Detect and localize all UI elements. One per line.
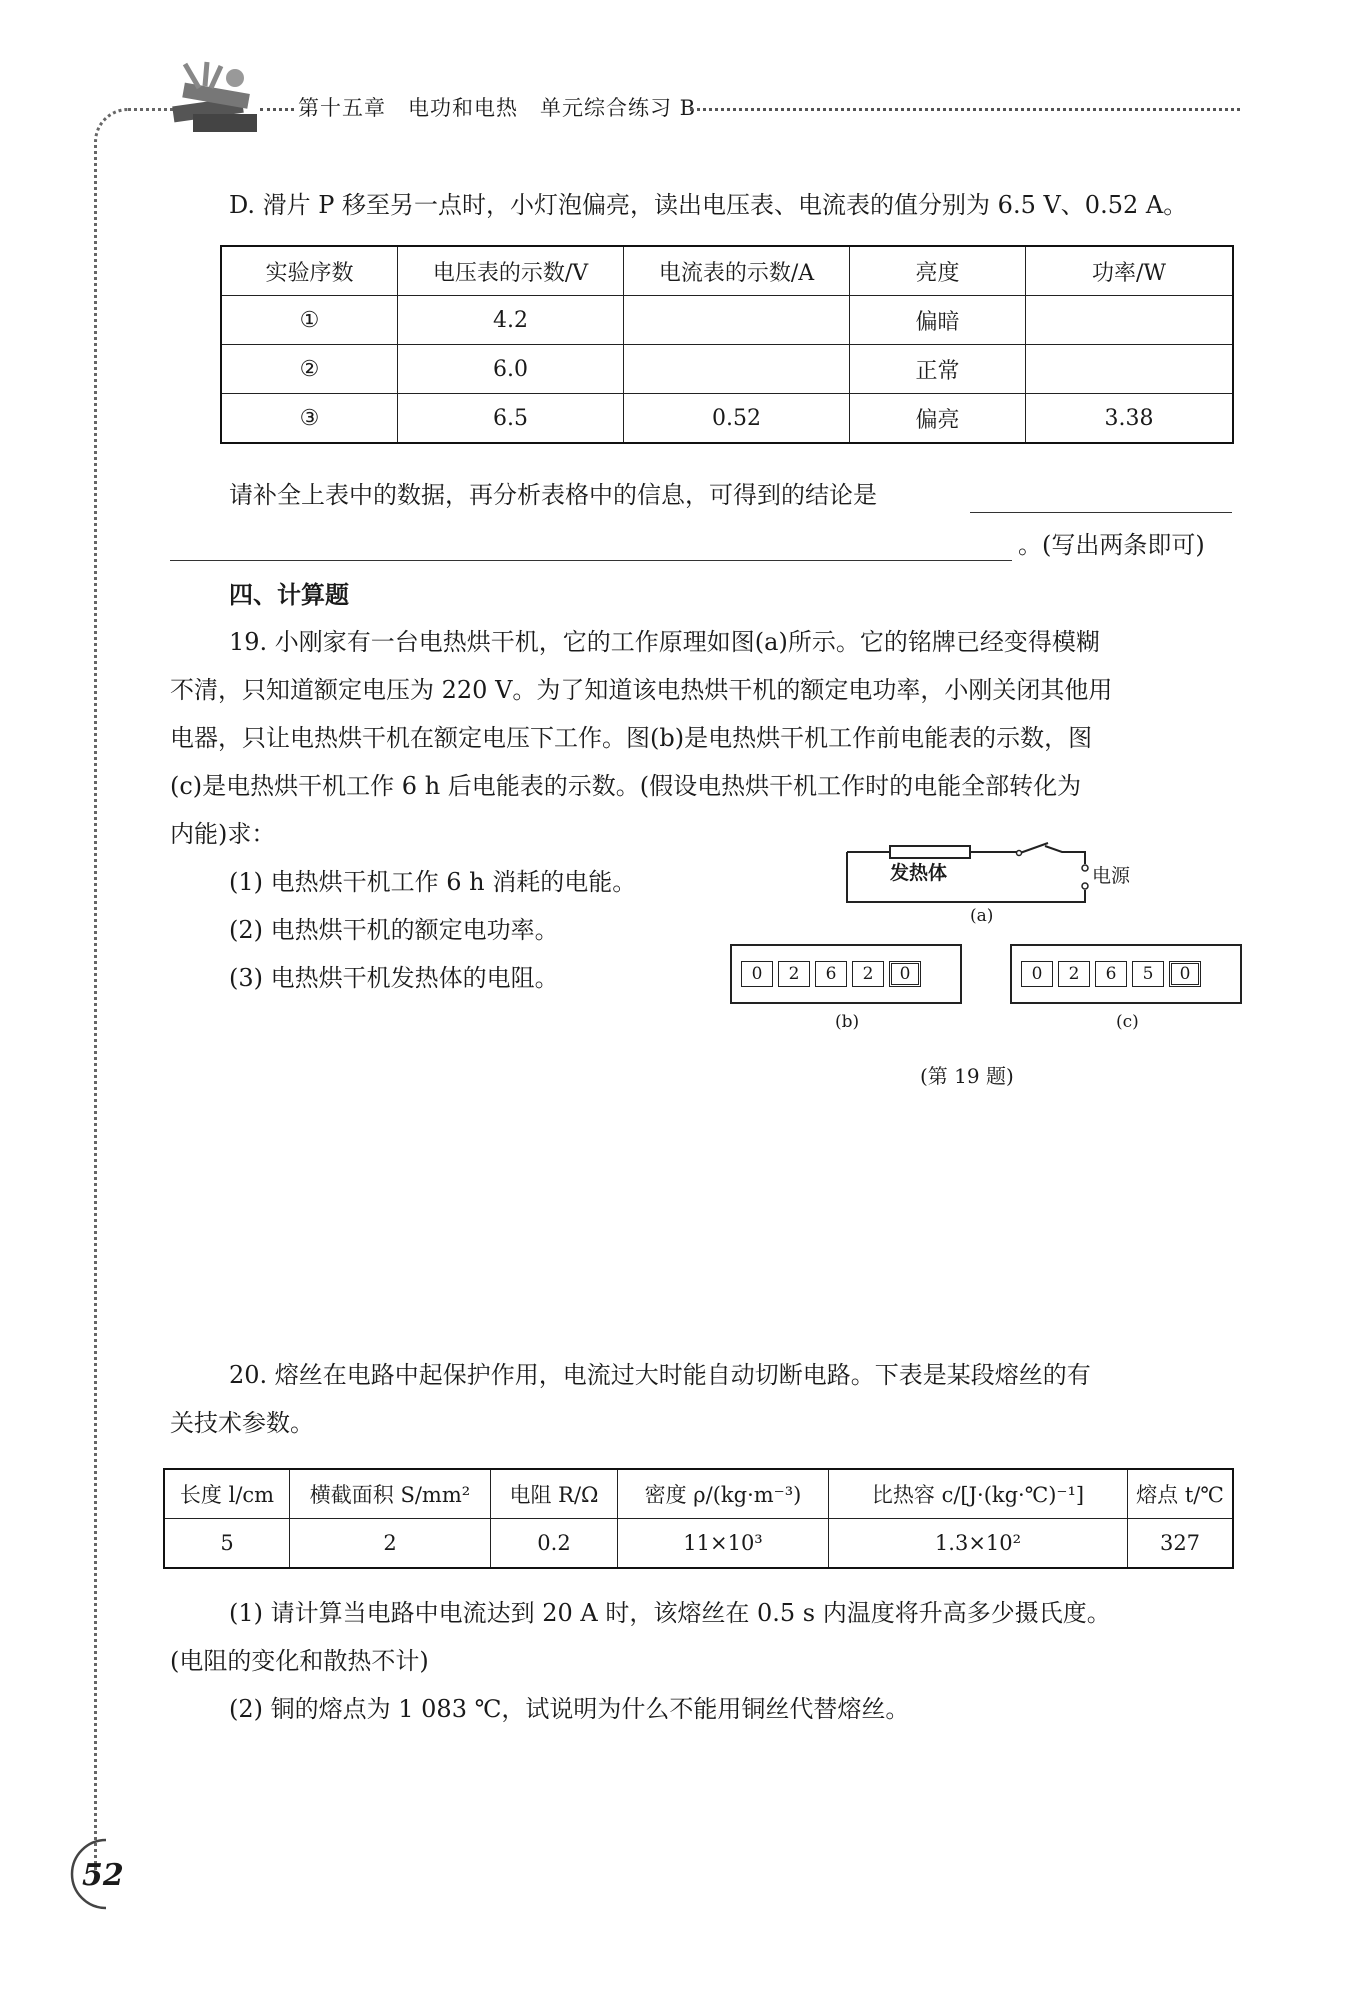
table-row [164, 1519, 1233, 1569]
table-cell: ① [221, 296, 398, 345]
header-dots-left [260, 108, 294, 111]
meter-digit: 2 [852, 961, 884, 987]
table-cell: 4.2 [398, 296, 624, 345]
q20-sub-question: (2) 铜的熔点为 1 083 ℃，试说明为什么不能用铜丝代替熔丝。 [229, 1695, 910, 1723]
table-cell: 1.3×10² [829, 1519, 1128, 1569]
heater-resistor-icon [890, 846, 970, 858]
table-row [221, 394, 1233, 444]
table-header-cell: 横截面积 S/mm² [290, 1469, 491, 1519]
meter-digit: 0 [741, 961, 773, 987]
terminal-icon [1082, 883, 1088, 889]
table-header-cell: 电流表的示数/A [624, 246, 850, 296]
table-header-cell: 亮度 [850, 246, 1026, 296]
table-cell: 0.2 [491, 1519, 618, 1569]
table-cell: 偏暗 [850, 296, 1026, 345]
section-heading: 四、计算题 [229, 580, 349, 609]
meter-digit: 2 [778, 961, 810, 987]
table-header-cell: 功率/W [1026, 246, 1234, 296]
fill-prompt-line1: 请补全上表中的数据，再分析表格中的信息，可得到的结论是 [229, 481, 877, 509]
q19-sub-question: (2) 电热烘干机的额定电功率。 [229, 916, 559, 944]
table-header-cell: 熔点 t/℃ [1128, 1469, 1234, 1519]
q19-line: 不清，只知道额定电压为 220 V。为了知道该电热烘干机的额定电功率，小刚关闭其他用 [170, 676, 1113, 704]
meter-b [730, 944, 962, 1004]
experiment-table [220, 245, 1234, 444]
table-header-cell: 密度 ρ/(kg·m⁻³) [618, 1469, 829, 1519]
q19-line: 电器，只让电热烘干机在额定电压下工作。图(b)是电热烘干机工作前电能表的示数，图 [170, 724, 1093, 752]
table-cell: 6.5 [398, 394, 624, 444]
table-header-row [221, 246, 1233, 296]
fill-prompt-suffix: 。(写出两条即可) [1018, 531, 1205, 559]
table-header-cell: 实验序数 [221, 246, 398, 296]
q20-line: 关技术参数。 [170, 1409, 314, 1437]
table-row [221, 345, 1233, 394]
table-cell: ③ [221, 394, 398, 444]
heater-label: 发热体 [890, 862, 948, 884]
table-cell [1026, 296, 1234, 345]
figure-c-caption: (c) [1116, 1012, 1139, 1032]
table-header-cell: 电阻 R/Ω [491, 1469, 618, 1519]
answer-blank-2[interactable] [170, 560, 1012, 561]
answer-blank-1[interactable] [970, 512, 1232, 513]
fuse-parameter-table [163, 1468, 1234, 1569]
power-source-label: 电源 [1092, 865, 1131, 887]
option-d-text: D. 滑片 P 移至另一点时，小灯泡偏亮，读出电压表、电流表的值分别为 6.5 V、0.52 A。 [229, 191, 1188, 219]
table-cell: 正常 [850, 345, 1026, 394]
header-dots-right [690, 108, 1240, 111]
q19-line: 内能)求： [170, 820, 276, 848]
q19-line: 19. 小刚家有一台电热烘干机，它的工作原理如图(a)所示。它的铭牌已经变得模糊 [229, 628, 1100, 656]
meter-digit-decimal: 0 [889, 961, 921, 987]
table-cell [1026, 345, 1234, 394]
table-cell: 3.38 [1026, 394, 1234, 444]
table-cell: 0.52 [624, 394, 850, 444]
meter-digit: 0 [1021, 961, 1053, 987]
table-header-cell: 长度 l/cm [164, 1469, 290, 1519]
table-cell: 5 [164, 1519, 290, 1569]
table-header-cell: 比热容 c/[J·(kg·℃)⁻¹] [829, 1469, 1128, 1519]
terminal-icon [1082, 865, 1088, 871]
figure-b-caption: (b) [835, 1012, 860, 1032]
table-cell: 2 [290, 1519, 491, 1569]
table-header-cell: 电压表的示数/V [398, 246, 624, 296]
figure-caption: (第 19 题) [920, 1064, 1014, 1088]
books-logo-icon [165, 58, 265, 140]
meter-digit: 5 [1132, 961, 1164, 987]
table-row [221, 296, 1233, 345]
q19-sub-question: (1) 电热烘干机工作 6 h 消耗的电能。 [229, 868, 637, 896]
page-number: 52 [82, 1858, 124, 1893]
q20-sub-question: (1) 请计算当电路中电流达到 20 A 时，该熔丝在 0.5 s 内温度将升高多少摄氏度。 [229, 1599, 1111, 1627]
meter-digit-decimal: 0 [1169, 961, 1201, 987]
meter-digit: 6 [1095, 961, 1127, 987]
table-cell: 6.0 [398, 345, 624, 394]
table-cell: 偏亮 [850, 394, 1026, 444]
table-cell [624, 345, 850, 394]
table-cell [624, 296, 850, 345]
meter-digit: 6 [815, 961, 847, 987]
figure-a-caption: (a) [970, 906, 994, 926]
q20-line: 20. 熔丝在电路中起保护作用，电流过大时能自动切断电路。下表是某段熔丝的有 [229, 1361, 1091, 1389]
q19-sub-question: (3) 电热烘干机发热体的电阻。 [229, 964, 559, 992]
q20-sub-question-cont: (电阻的变化和散热不计) [170, 1647, 429, 1675]
switch-icon [1020, 843, 1048, 853]
chapter-header-title: 第十五章 电功和电热 单元综合练习 B [298, 96, 697, 120]
table-cell: ② [221, 345, 398, 394]
margin-dotted-border [94, 108, 232, 1871]
q19-line: (c)是电热烘干机工作 6 h 后电能表的示数。(假设电热烘干机工作时的电能全部转化为 [170, 772, 1082, 800]
table-cell: 11×10³ [618, 1519, 829, 1569]
table-header-row [164, 1469, 1233, 1519]
table-cell: 327 [1128, 1519, 1234, 1569]
meter-digit: 2 [1058, 961, 1090, 987]
meter-c [1010, 944, 1242, 1004]
